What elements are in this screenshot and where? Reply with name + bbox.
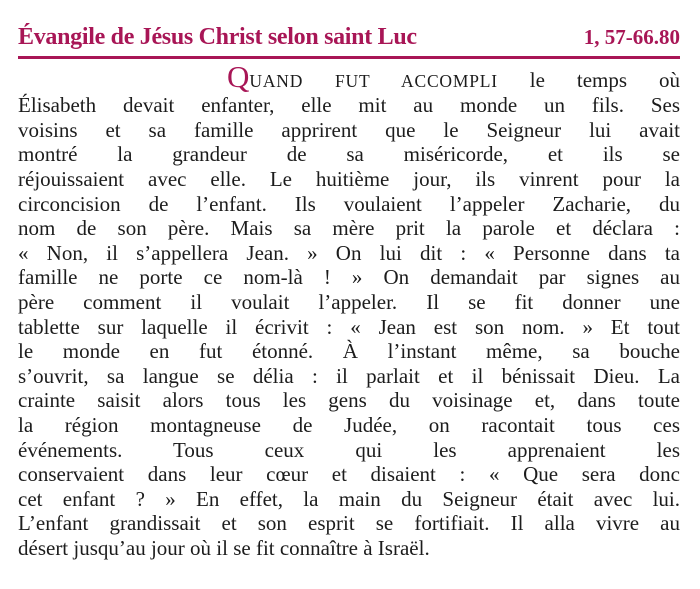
gospel-text	[18, 58, 680, 561]
text-line-incipit	[18, 58, 680, 94]
text-line: conservaient dans leur cœur et disaient : « Que sera donc	[18, 462, 680, 487]
verse-reference: 1, 57-66.80	[583, 25, 680, 49]
text-line: le monde en fut étonné. À l’instant même, sa bouche	[18, 339, 680, 364]
text-line: la région montagneuse de Judée, on racontait tous ces	[18, 412, 680, 437]
text-line: « Non, il s’appellera Jean. » On lui dit : « Personne dans ta	[18, 240, 680, 265]
text-line: père comment il voulait l’appeler. Il se fit donner une	[18, 289, 680, 314]
text-line: circoncision de l’enfant. Ils voulaient l’appeler Zacharie, du	[18, 191, 680, 216]
text-line: voisins et sa famille apprirent que le Seigneur lui avait	[18, 117, 680, 142]
reading-header	[18, 24, 680, 59]
text-line: réjouissaient avec elle. Le huitième jour, ils vinrent pour la	[18, 166, 680, 191]
text-line: désert jusqu’au jour où il se fit connaître à Israël.	[18, 535, 430, 560]
incipit-rest: le temps où	[497, 67, 680, 92]
text-line: Élisabeth devait enfanter, elle mit au monde un fils. Ses	[18, 93, 680, 118]
page-title: Évangile de Jésus Christ selon saint Luc	[18, 24, 417, 50]
text-line: L’enfant grandissait et son esprit se fortifiait. Il alla vivre au	[18, 511, 680, 536]
text-line: crainte saisit alors tous les gens du voisinage et, dans toute	[18, 388, 680, 413]
text-line: événements. Tous ceux qui les apprenaient les	[18, 437, 680, 462]
text-line: famille ne porte ce nom-là ! » On demandait par signes au	[18, 265, 680, 290]
text-line: s’ouvrit, sa langue se délia : il parlait et il bénissait Dieu. La	[18, 363, 680, 388]
incipit-smallcaps: UAND FUT ACCOMPLI	[249, 70, 498, 91]
drop-cap-initial: Q	[227, 58, 250, 94]
text-line: cet enfant ? » En effet, la main du Seigneur était avec lui.	[18, 486, 680, 511]
text-line: tablette sur laquelle il écrivit : « Jean est son nom. » Et tout	[18, 314, 680, 339]
text-line: montré la grandeur de sa miséricorde, et ils se	[18, 142, 680, 167]
text-line: nom de son père. Mais sa mère prit la parole et déclara :	[18, 216, 680, 241]
